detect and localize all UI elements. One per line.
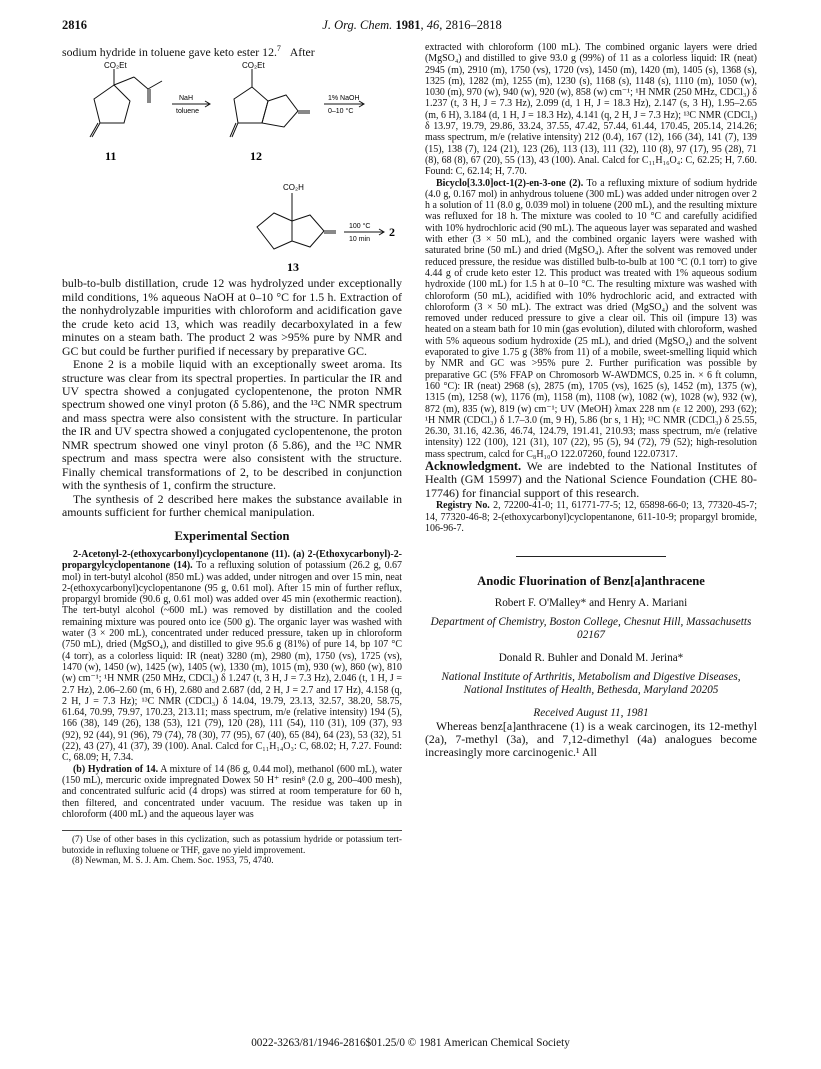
registry-numbers: Registry No. 2, 72200-41-0; 11, 61771-77-5; 12, 65898-66-0; 13, 77320-45-7; 14, 77320-46-8; 2-(ethoxycarbonyl)cyclopentanone, 611-10-9; propargyl bromide, 106-96-7.	[425, 500, 757, 534]
arrow1-solvent: toluene	[176, 108, 199, 116]
article-title: Anodic Fluorination of Benz[a]anthracene	[477, 574, 705, 589]
arrow3-temp: 100 °C	[349, 223, 371, 231]
journal-name: J. Org. Chem.	[322, 18, 393, 32]
c11-substituent: CO₂Et	[104, 61, 127, 71]
scheme-drawing	[62, 59, 402, 274]
ring-13a	[257, 213, 292, 249]
c13-substituent: CO₂H	[283, 183, 304, 193]
ring-12a	[234, 87, 268, 123]
running-header	[62, 18, 762, 36]
article-divider	[516, 556, 666, 557]
received-date: Received August 11, 1981	[533, 706, 649, 719]
affiliation-2: National Institute of Arthritis, Metabolism and Digestive Diseases, National Institutes of Health, Bethesda, Maryland 20205	[441, 670, 741, 696]
ring-12b	[262, 95, 298, 127]
arrow2-temp: 0–10 °C	[328, 108, 354, 116]
para-synthesis: The synthesis of 2 described here makes the substance available in amounts sufficient for further chemical manipulation.	[62, 491, 402, 520]
page-number: 2816	[62, 18, 87, 32]
arrow2-reagent: 1% NaOH	[328, 95, 360, 103]
registry-heading: Registry No.	[436, 500, 490, 512]
label-product-2: 2	[389, 225, 395, 240]
label-11: 11	[105, 149, 117, 164]
intro-line: sodium hydride in toluene gave keto ester 12.$^7$ After	[62, 44, 315, 59]
bicyclo-heading: Bicyclo[3.3.0]oct-1(2)-en-3-one (2).	[436, 177, 584, 189]
journal-citation: J. Org. Chem. 1981, 46, 2816–2818	[322, 18, 502, 32]
exp-heading: 2-Acetonyl-2-(ethoxycarbonyl)cyclopentanone (11). (a) 2-(Ethoxycarbonyl)-2-propargylcyclopentanone (14).	[62, 548, 402, 572]
left-column	[62, 42, 402, 866]
ref-7: 7	[276, 44, 281, 53]
para-bulb: bulb-to-bulb distillation, crude 12 was hydrolyzed under exceptionally mild conditions, 1% aqueous NaOH at 0–10 °C for 1.5 h. Extraction of the nonhydrolyzable impurities with chloroform and acidification gave the crude keto acid 13, which was readily decarboxylated in a few minutes on a steam bath. The product 2 was >95% pure by NMR and GC but could be further purified if necessary by preparative GC.	[62, 276, 402, 358]
journal-volume: 46	[426, 18, 440, 32]
footnote-8: (8) Newman, M. S. J. Am. Chem. Soc. 1953, 75, 4740.	[72, 855, 274, 866]
ack-heading: Acknowledgment.	[425, 458, 522, 473]
reaction-scheme	[62, 59, 402, 274]
exp-paragraph-b: (b) Hydration of 14. A mixture of 14 (86 g, 0.44 mol), methanol (600 mL), water (150 mL), mercuric oxide impregnated Dowex 50 H⁺ resin⁸ (2.0 g, 200–400 mesh), and concentrated sulfuric acid (4 drops) was stirred at room temperature for 60 h, then filtered, and concentrated under vacuum. The residue was taken up in chloroform (400 mL) and the aqueous layer was	[62, 763, 403, 820]
para-enone: Enone 2 is a mobile liquid with an exceptionally sweet aroma. Its structure was clear from its spectral properties. In particular the IR and UV spectra showed a conjugated cyclopentenone, the proton NMR spectrum showed one vinyl proton (δ 5.86), and the ¹³C NMR spectrum and mass spectra were also consistent with the structure. In particular the IR and UV spectra showed a conjugated cyclopentenone, the proton NMR spectrum showed one vinyl proton (δ 5.86), and the ¹³C NMR spectrum and mass spectra were also consistent with the structure. Finally chemical transformations of 2, to be described in conjunction with the synthesis of 1, confirm the structure.	[62, 357, 402, 493]
arrow3-time: 10 min	[349, 236, 371, 244]
footnote-7: (7) Use of other bases in this cyclization, such as potassium hydride or potassium tert-butoxide in refluxing toluene or THF, gave no yield improvement.	[62, 834, 402, 855]
bicyclo-paragraph: Bicyclo[3.3.0]oct-1(2)-en-3-one (2). To a refluxing mixture of sodium hydride (4.0 g, 0.167 mol) in anhydrous toluene (300 mL) was added under nitrogen over 2 h a solution of 11 (8.0 g, 0.039 mol) in toluene (200 mL), and the resulting mixture was refluxed for 18 h. The mixture was cooled to 10 °C and carefully acidified with 10% hydrochloric acid (90 mL). The aqueous layer was separated and washed with ether (3 × 50 mL), and the combined organic layers were washed with saturated brine (50 mL) and dried (MgSO₄). After the solvent was removed under reduced pressure, the residue was distilled bulb-to-bulb at 100 °C (0.1 torr) to give 4.44 g of crude keto ester 12. This product was treated with 1% aqueous sodium hydroxide (100 mL) for 1.5 h at 0–10 °C. The resulting mixture was washed with chloroform (50 mL), acidified with 10% hydrochloric acid, and extracted with chloroform (3 × 50 mL). The extract was dried (MgSO₄) and the solvent was removed under reduced pressure to give a clear oil. This oil (impure 13) was heated on a steam bath for 10 min (gas evolution), diluted with chloroform, washed with 5% aqueous sodium hydroxide (25 mL), and dried (MgSO₄) and the solvent evaporated to give 1.75 g (38% from 11) of a mobile, sweet-smelling liquid which by NMR and GC was >95% pure 2. Further purification was possible by preparative GC (5% FFAP on Chromosorb W-AWDMCS, 0.25 in. × 6 ft column, 160 °C): IR (neat) 2968 (s), 2875 (m), 1705 (vs), 1625 (s), 1452 (m), 1375 (w), 1315 (m), 1258 (w), 1176 (m), 1158 (m), 1108 (w), 1082 (w), 1028 (w), 932 (w), 872 (m), 835 (w), 819 (w) cm⁻¹; UV (MeOH) λmax 228 nm (ε 12 200), 293 (62); ¹H NMR (CDCl₃) δ 1.7–3.0 (m, 9 H), 5.86 (br s, 1 H); ¹³C NMR (CDCl₃) δ 25.55, 26.30, 31.16, 42.36, 46.74, 124.79, 191.41, 210.93; mass spectrum, m/e (relative intensity) 122 (100), 121 (31), 107 (22), 95 (5), 94 (72), 79 (52); high-resolution mass spectrum, calcd for C₈H₁₀O 122.07260, found 122.07317.	[425, 177, 757, 460]
exp-paragraph-a: 2-Acetonyl-2-(ethoxycarbonyl)cyclopentanone (11). (a) 2-(Ethoxycarbonyl)-2-propargylcyclopentanone (14). To a refluxing solution of potassium (26.2 g, 0.67 mol) in tert-butyl alcohol (850 mL) was added, under nitrogen and over 15 min, neat 2-(ethoxycarbonyl)cyclopentanone (95 g, 0.61 mol). After 15 min of further reflux, propargyl bromide (90.6 g, 0.61 mol) was added over 45 min (exothermic reaction). The tert-butyl alcohol (~600 mL) was removed by distillation and the cooled remaining mixture was poured onto ice (500 g). The organic layer was washed with water (3 × 200 mL), concentrated under reduced pressure, taken up in chloroform (750 mL), dried (MgSO₄), and distilled to give 95.6 g (81%) of pure 14, bp 107 °C (4 torr), as a colorless liquid: IR (neat) 3280 (m), 2980 (m), 1750 (vs), 1725 (vs), 1470 (w), 1450 (w), 1425 (w), 1405 (w), 1330 (m), 1015 (m), 930 (w), 860 (w), 810 (w) cm⁻¹; ¹H NMR (250 MHz, CDCl₃) δ 1.247 (t, 3 H, J = 7.3 Hz), 2.046 (t, 1 H, J = 2.7 Hz), 2.06–2.60 (m, 6 H), 2.680 and 2.687 (dd, 2 H, J = 2.7 and 17 Hz), 4.158 (q, 2 H, J = 7.3 Hz); ¹³C NMR (CDCl₃) δ 14.04, 19.79, 23.13, 32.57, 38.20, 58.75, 61.64, 70.99, 79.97, 170.23, 213.11; mass spectrum, m/e (relative intensity) 194 (5), 166 (38), 149 (26), 138 (53), 121 (79), 120 (28), 111 (54), 110 (31), 109 (37), 93 (92), 92 (44), 91 (96), 79 (74), 78 (30), 77 (95), 67 (40), 65 (84), 64 (23), 53 (32), 51 (22), 43 (27), 41 (37), 39 (100). Anal. Calcd for C₁₁H₁₄O₃: C, 68.02; H, 7.27. Found: C, 68.09; H, 7.34.	[62, 548, 402, 764]
article-intro: Whereas benz[a]anthracene (1) is a weak carcinogen, its 12-methyl (2a), 7-methyl (3a), and 7,12-dimethyl (4a) analogues become increasingly more carcinogenic.¹ All	[425, 718, 757, 760]
label-12: 12	[250, 149, 262, 164]
journal-year: 1981	[395, 18, 421, 32]
right-column	[425, 42, 757, 760]
continued-paragraph: extracted with chloroform (100 mL). The combined organic layers were dried (MgSO₄) and distilled to give 93.0 g (99%) of 11 as a colorless liquid: IR (neat) 2945 (m), 2910 (m), 1750 (vs), 1720 (vs), 1450 (m), 1420 (m), 1405 (s), 1368 (s), 1325 (m), 1282 (m), 1255 (m), 1230 (s), 1168 (s), 1148 (s), 1110 (m), 1050 (w), 1030 (m), 970 (w), 940 (w), 920 (w), 858 (w) cm⁻¹; ¹H NMR (250 MHz, CDCl₃) δ 1.237 (t, 3 H, J = 7.3 Hz), 2.099 (d, 1 H, J = 18.3 Hz), 2.147 (s, 3 H), 1.95–2.65 (m, 6 H), 3.184 (d, 1 H, J = 18.3 Hz), 4.141 (q, 2 H, J = 7.3 Hz); ¹³C NMR (CDCl₃) δ 13.97, 19.79, 29.86, 33.24, 37.55, 47.42, 57.44, 61.44, 170.45, 205.14, 214.26; mass spectrum, m/e (relative intensity) 212 (0.4), 167 (12), 166 (34), 141 (7), 139 (15), 138 (7), 124 (21), 123 (26), 113 (13), 111 (32), 110 (8), 97 (17), 95 (28), 71 (8), 68 (8), 67 (20), 55 (13), 43 (100). Anal. Calcd for C₁₁H₁₆O₄: C, 62.25; H, 7.60. Found: C, 62.14; H, 7.70.	[425, 42, 757, 178]
ring-11	[94, 85, 130, 123]
journal-pages: 2816–2818	[445, 18, 502, 32]
authors-2: Donald R. Buhler and Donald M. Jerina*	[498, 651, 684, 664]
c12-substituent: CO₂Et	[242, 61, 265, 71]
hydration-heading: (b) Hydration of 14.	[73, 763, 159, 775]
page-footer: 0022-3263/81/1946-2816$01.25/0 © 1981 American Chemical Society	[251, 1037, 570, 1049]
authors-1: Robert F. O'Malley* and Henry A. Mariani	[494, 596, 688, 609]
arrow1-reagent: NaH	[179, 95, 194, 103]
footnotes	[62, 830, 402, 866]
label-13: 13	[287, 260, 299, 275]
affiliation-1: Department of Chemistry, Boston College, Chesnut Hill, Massachusetts 02167	[430, 615, 752, 641]
acknowledgment: Acknowledgment. We are indebted to the National Institutes of Health (GM 15997) and the National Science Foundation (CHE 80-17746) for financial support of this research.	[425, 458, 757, 500]
section-title: Experimental Section	[174, 528, 290, 543]
ring-13b	[292, 215, 324, 247]
